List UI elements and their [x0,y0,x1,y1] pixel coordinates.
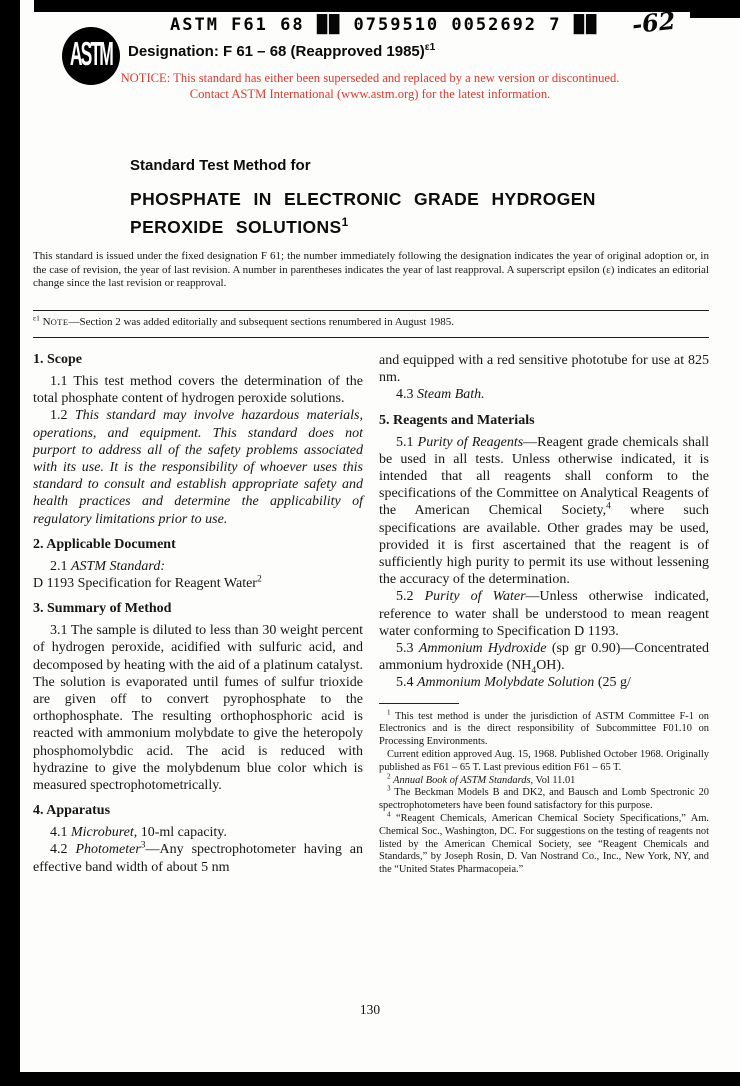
scan-border-top-right [690,0,740,18]
title-line-1: PHOSPHATE IN ELECTRONIC GRADE HYDROGEN [130,189,596,209]
body-paragraph: 5.4 Ammonium Molybdate Solution (25 g/ [396,675,631,691]
body-paragraph: 3.1 The sample is diluted to less than 30 weight percent of hydrogen peroxide, acidified with sulfuric acid, and decomposed by heating with the aid of a platinum catalyst. The solution is evaporated until fumes of sulfur trioxide are given off to convert pyrophosphate to the orthophosphate. The resulting orthophosphoric acid is reacted with ammonium molybdate to give the heteropoly phosphomolybdic acid. The acid is reduced with hydrazine to give the molybdenum blue color which is measured spectrophotometrically. [33,623,363,794]
astm-logo-icon: ASTM [62,27,120,85]
scan-border-bottom [20,1072,740,1086]
designation-superscript: ε1 [424,42,436,53]
title-line-2: PEROXIDE SOLUTIONS$^1$ [130,215,349,237]
footnote-paragraph: $^2$ Annual Book of ASTM Standards, Vol 11.01 [387,772,576,786]
title-superscript: 1 [341,215,349,230]
page-number: 130 [359,1002,381,1017]
right-column [379,352,709,877]
title-block [130,157,596,241]
notice-line-1: NOTICE: This standard has either been superseded and replaced by a new version or discontinued. [120,71,620,85]
body-paragraph: 4.2 Photometer$^3$—Any spectrophotometer having an effective band width of about 5 nm [33,840,363,875]
body-paragraph: 4.3 Steam Bath. [396,387,485,403]
two-column-body [33,352,709,877]
footnote-paragraph: Current edition approved Aug. 15, 1968. Published October 1968. Originally published as F61 – 65 T. Last previous edition F61 – 65 T. [379,749,709,773]
ocr-header-line: ASTM F61 68 ██ 0759510 0052692 7 ██ [170,15,599,35]
notice-line-2: Contact ASTM International (www.astm.org) for the latest information. [189,86,551,101]
body-paragraph: 5.2 Purity of Water—Unless otherwise indicated, reference to water shall be understood to mean reagent water conforming to Specification D 1193. [379,589,710,639]
editorial-note: $^{\varepsilon 1}$ NOTE—Section 2 was added editorially and subsequent sections renumbered in August 1985. [33,313,454,328]
handwritten-annotation: -62 [630,5,677,40]
left-column [33,352,363,877]
body-paragraph: 4.1 Microburet, 10-ml capacity. [50,825,227,841]
section-heading-summary: 3. Summary of Method [33,601,172,617]
body-paragraph: 1.2 This standard may involve hazardous materials, operations, and equipment. This standard does not purport to address all of the safety problems associated with its use. It is the responsibility of whoever uses this standard to consult and establish appropriate safety and health practices and determine the applicability of regulatory limitations prior to use. [33,408,363,527]
body-paragraph: and equipped with a red sensitive phototube for use at 825 nm. [379,353,709,386]
body-paragraph: 5.1 Purity of Reagents—Reagent grade chemicals shall be used in all tests. Unless otherwise indicated, it is intended that all reagents shall conform to the specifications of the Committee on Analytical Reagents of the American Chemical Society,$^4$ where such specifications are available. Other grades may be used, provided it is first ascertained that the reagent is of sufficiently high purity to permit its use without lessening the accuracy of the determination. [379,434,710,588]
designation-line: Designation: F 61 – 68 (Reapproved 1985)$^{\varepsilon 1}$ [128,42,436,60]
body-paragraph: 5.3 Ammonium Hydroxide (sp gr 0.90)—Concentrated ammonium hydroxide $(NH_4OH)$. [379,641,710,677]
footnotes [379,708,709,877]
footnote-paragraph: $^1$ This test method is under the jurisdiction of ASTM Committee F-1 on Electronics and is the direct responsibility of Subcommittee F01.10 on Processing Environments. [379,708,709,748]
standard-preamble: This standard is issued under the fixed designation F 61; the number immediately following the designation indicates the year of original adoption or, in the case of revision, the year of last revision. A number in parentheses indicates the year of last reapproval. A superscript epsilon (ε) indicates an editorial change since the last revision or reapproval. [33,250,709,290]
section-heading-applicable-document: 2. Applicable Document [33,536,176,552]
section-heading-apparatus: 4. Apparatus [33,803,111,819]
body-paragraph: 1.1 This test method covers the determination of the total phosphate content of hydrogen peroxide solutions. [33,374,363,407]
footnote-paragraph: $^4$ “Reagent Chemicals, American Chemical Society Specifications,” Am. Chemical Soc., Washington, DC. For suggestions on the testing of reagents not listed by the American Chemical Society, see “Reagent Chemicals and Standards,” by Joseph Rosin, D. Van Nostrand Co., Inc., New York, NY, and the “United States Pharmacopeia.” [379,810,709,876]
title-kicker: Standard Test Method for [130,157,311,174]
right-column-text [379,352,709,692]
body-paragraph: D 1193 Specification for Reagent Water$^2$ [33,574,262,592]
footnote-separator-rule [379,703,459,704]
body-paragraph: 2.1 ASTM Standard: [50,558,165,574]
document-title [130,185,596,241]
horizontal-rule-top [33,310,709,311]
footnote-paragraph: $^3$ The Beckman Models B and DK2, and Bausch and Lomb Spectronic 20 spectrophotometers have been found satisfactory for this purpose. [379,784,709,812]
section-heading-scope: 1. Scope [33,352,82,367]
supersession-notice [0,71,740,102]
section-heading-reagents: 5. Reagents and Materials [379,412,535,428]
horizontal-rule-bottom [33,337,709,338]
scan-border-left [0,0,20,1086]
